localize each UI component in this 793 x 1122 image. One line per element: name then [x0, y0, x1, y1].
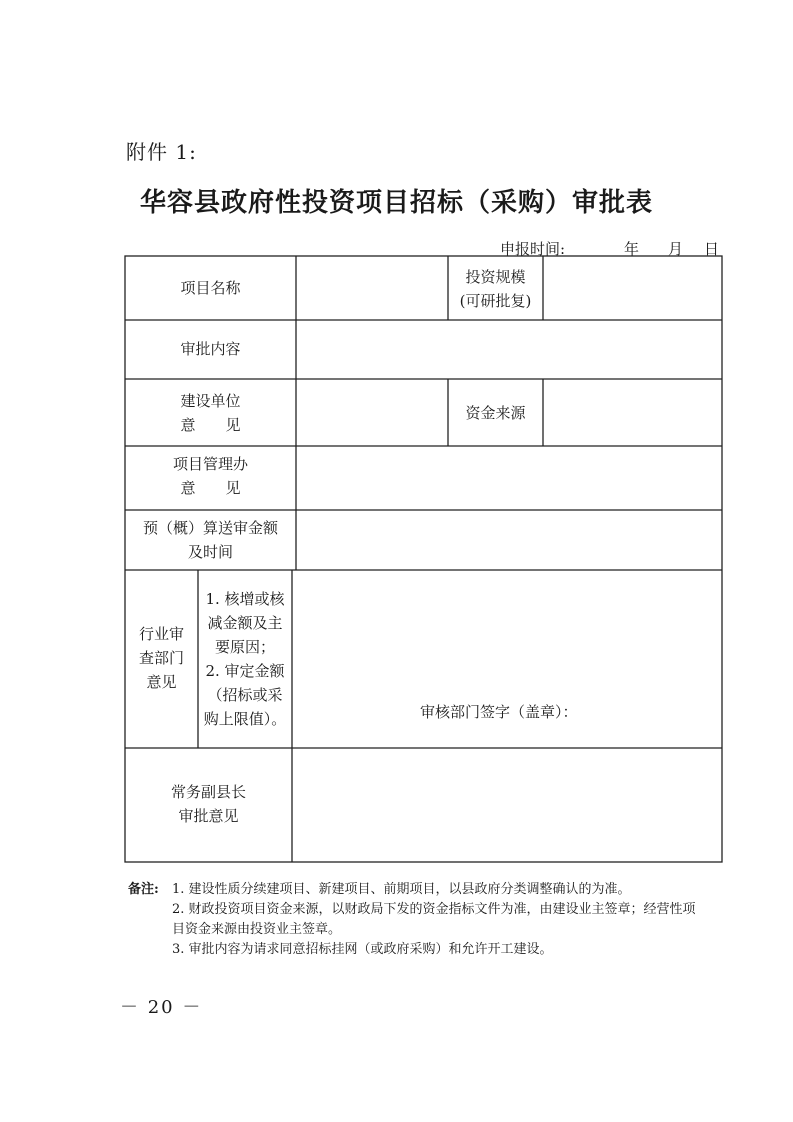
- approval-content-label: 审批内容: [180, 340, 241, 358]
- budget-label: [125, 516, 296, 564]
- build-unit-line2: 意 见: [180, 416, 241, 434]
- industry-item: 要原因；: [214, 638, 275, 656]
- budget-line2: 及时间: [187, 543, 233, 561]
- remark-row: [128, 940, 698, 960]
- industry-review-items: [198, 587, 292, 731]
- industry-item: 2. 审定金额: [205, 662, 285, 680]
- industry-item: 1. 核增或核: [205, 590, 285, 608]
- page-number: － 20 －: [120, 997, 203, 1018]
- vice-mayor-line2: 审批意见: [178, 807, 239, 825]
- pm-office-label: [125, 452, 296, 500]
- budget-line1: 预（概）算送审金额: [142, 519, 278, 537]
- fund-source-label: 资金来源: [465, 404, 526, 422]
- approval-content-field[interactable]: [296, 320, 722, 379]
- industry-item: 购上限值）。: [203, 710, 287, 728]
- review-dept-signature: 审核部门签字（盖章）：: [420, 703, 578, 721]
- form-title: 华容县政府性投资项目招标（采购）审批表: [139, 188, 653, 218]
- remark-item: 1. 建设性质分续建项目、新建项目、前期项目，以县政府分类调整确认的为准。: [172, 882, 631, 897]
- pm-office-field[interactable]: [296, 446, 722, 510]
- remark-row: [128, 900, 698, 940]
- industry-review-line2: 查部门: [138, 649, 184, 667]
- remarks-section: [128, 880, 698, 960]
- investment-scale-line2: (可研批复): [459, 292, 532, 310]
- project-name-field[interactable]: [296, 258, 448, 320]
- project-name-label: 项目名称: [180, 279, 241, 297]
- vice-mayor-field[interactable]: [292, 748, 722, 862]
- industry-review-label: [125, 622, 198, 694]
- date-label: 申报时间:: [500, 240, 566, 258]
- vice-mayor-line1: 常务副县长: [170, 783, 246, 801]
- remark-item: 2. 财政投资项目资金来源，以财政局下发的资金指标文件为准，由建设业主签章；经营性项目资金来源由投资业主签章。: [172, 902, 696, 937]
- date-day: 日: [703, 240, 719, 258]
- date-year: 年: [623, 240, 639, 258]
- pm-office-line1: 项目管理办: [172, 455, 248, 473]
- investment-scale-line1: 投资规模: [465, 268, 526, 286]
- budget-field[interactable]: [296, 510, 722, 570]
- industry-review-line3: 意见: [146, 673, 177, 691]
- remark-row: [128, 880, 698, 900]
- vice-mayor-label: [125, 780, 292, 828]
- remarks-label: 备注:: [128, 882, 159, 897]
- fund-source-field[interactable]: [543, 379, 722, 446]
- remark-item: 3. 审批内容为请求同意招标挂网（或政府采购）和允许开工建设。: [172, 942, 553, 957]
- pm-office-line2: 意 见: [180, 479, 241, 497]
- build-unit-line1: 建设单位: [180, 392, 241, 410]
- investment-scale-label: [448, 265, 543, 313]
- industry-item: （招标或采: [207, 686, 283, 704]
- industry-item: 减金额及主: [207, 614, 283, 632]
- industry-review-line1: 行业审: [138, 625, 184, 643]
- build-unit-field[interactable]: [296, 379, 448, 446]
- build-unit-label: [125, 389, 296, 437]
- date-month: 月: [667, 240, 683, 258]
- investment-scale-field[interactable]: [543, 258, 722, 320]
- attachment-label: 附件 1:: [126, 140, 197, 164]
